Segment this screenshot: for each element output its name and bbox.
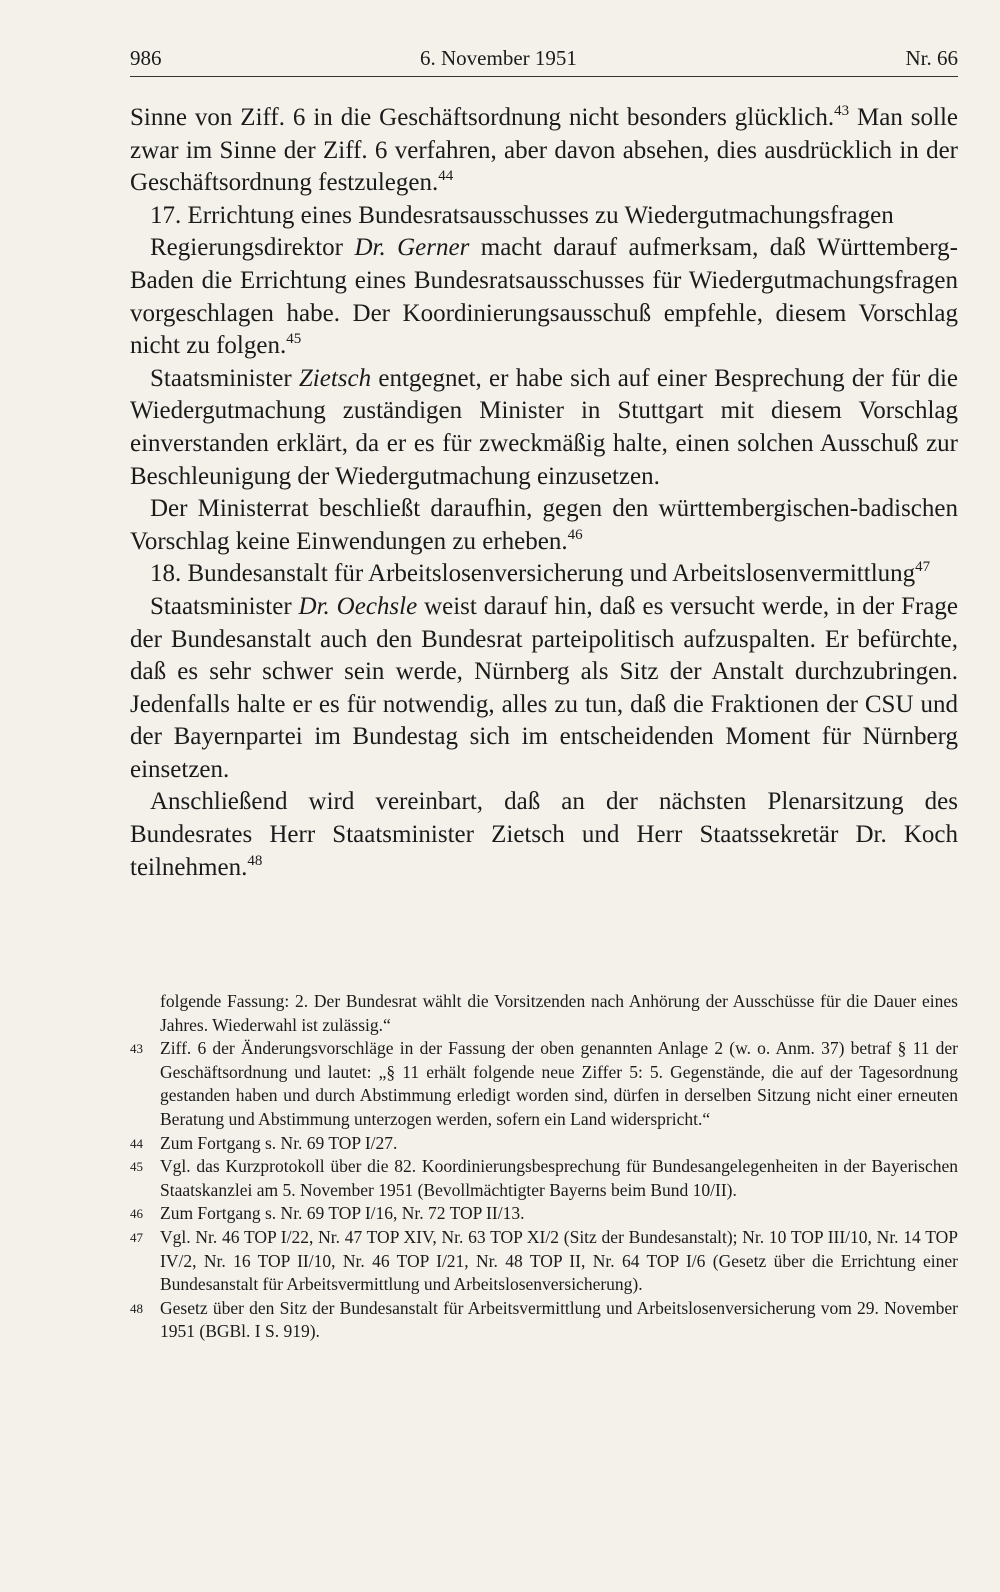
footnote-48 [130,1297,958,1344]
footnote-45 [130,1155,958,1202]
speaker-name: Zietsch [298,364,372,392]
paragraph-agreement: Anschließend wird vereinbart, daß an der nächsten Plenarsitzung des Bundesrates Herr Staatsminister Zietsch und Herr Staatssekretär Dr. Koch teilnehmen.$^{48}$ [130,788,958,881]
footnote-44 [130,1132,958,1156]
footnote-ref: 46 [567,526,583,543]
footnotes [130,990,958,1344]
footnote-number: 46 [130,1206,143,1222]
footnote-46 [130,1202,958,1226]
footnote-number: 45 [130,1159,143,1175]
section-heading-18: 18. Bundesanstalt für Arbeitslosenversicherung und Arbeitslosenvermittlung$^{47}$ [150,559,931,588]
footnote-ref: 47 [915,559,931,576]
header-issue-number: Nr. 66 [905,46,958,70]
speaker-name: Dr. Gerner [354,234,470,262]
paragraph-gerner: Regierungsdirektor Dr. Gerner macht darauf aufmerksam, daß Württemberg-Baden die Errichtung eines Bundesratsausschusses für Wiedergutmachungsfragen vorgeschlagen habe. Der Koordinierungsausschuß empfehle, diesem Vorschlag nicht zu folgen.$^{45}$ [130,234,959,360]
footnote-ref: 45 [286,331,302,348]
paragraph-zietsch: Staatsminister Zietsch entgegnet, er habe sich auf einer Besprechung der für die Wiedergutmachung zuständigen Minister in Stuttgart mit diesem Vorschlag einverstanden erklärt, da er es für zweckmäßig halte, einen solchen Ausschuß zur Beschleunigung der Wiedergutmachung einzusetzen. [130,364,958,490]
footnote-ref: 43 [834,103,850,119]
footnote-number: 43 [130,1041,143,1057]
footnote-text: Ziff. 6 der Änderungsvorschläge in der Fassung der oben genannten Anlage 2 (w. o. Anm. 37) betraf § 11 der Geschäftsordnung und lautet: „§ 11 erhält folgende neue Ziffer 5: 5. Gegenstände, die auf der Tagesordnung gestanden haben und durch Abstimmung erledigt worden sind, dürfen in derselben Sitzung nicht einer erneuten Beratung und Abstimmung unterzogen werden, sofern ein Land widerspricht.“ [160,1038,958,1129]
footnote-number: 48 [130,1300,143,1316]
header-date: 6. November 1951 [420,46,577,70]
section-heading-17: 17. Errichtung eines Bundesratsausschusses zu Wiedergutmachungsfragen [150,201,894,229]
paragraph-oechsle: Staatsminister Dr. Oechsle weist darauf hin, daß es versucht werde, in der Frage der Bundesanstalt auch den Bundesrat parteipolitisch aufzuspalten. Er befürchte, daß es sehr schwer sein werde, Nürnberg als Sitz der Anstalt durchzubringen. Jedenfalls halte er es für notwendig, alles zu tun, daß die Fraktionen der CSU und der Bayernpartei im Bundestag sich im entscheidenden Moment für Nürnberg einsetzen. [130,592,958,783]
footnote-number: 47 [130,1229,143,1245]
footnote-43 [130,1037,958,1131]
footnote-ref: 44 [438,168,454,185]
footnote-text: Vgl. das Kurzprotokoll über die 82. Koordinierungsbesprechung für Bundesangelegenheiten in der Bayerischen Staatskanzlei am 5. November 1951 (Bevollmächtigter Bayerns beim Bund 10/II). [160,1156,958,1200]
paragraph-resolution: Der Ministerrat beschließt daraufhin, gegen den württembergischen-badischen Vorschlag keine Einwendungen zu erheben.$^{46}$ [130,495,958,555]
footnote-text: Zum Fortgang s. Nr. 69 TOP I/16, Nr. 72 TOP II/13. [160,1203,525,1224]
paragraph-continued: Sinne von Ziff. 6 in die Geschäftsordnung nicht besonders glücklich.$^{43}$ Man solle zwar im Sinne der Ziff. 6 verfahren, aber davon absehen, dies ausdrücklich in der Geschäftsordnung festzulegen.$^{44}$ [130,103,958,197]
main-text [130,102,958,884]
footnote-ref: 48 [247,852,263,869]
footnote-continued: folgende Fassung: 2. Der Bundesrat wählt die Vorsitzenden nach Anhörung der Ausschüsse für die Dauer eines Jahres. Wiederwahl ist zulässig.“ [160,991,958,1035]
footnote-text: Gesetz über den Sitz der Bundesanstalt für Arbeitsvermittlung und Arbeitslosenversicherung vom 29. November 1951 (BGBl. I S. 919). [160,1297,958,1342]
footnote-number: 44 [130,1135,143,1151]
speaker-name: Dr. Oechsle [298,592,418,620]
page-number: 986 [130,46,162,70]
footnote-47 [130,1226,958,1297]
footnote-text: Zum Fortgang s. Nr. 69 TOP I/27. [160,1132,398,1153]
running-header [130,40,958,77]
footnote-text: Vgl. Nr. 46 TOP I/22, Nr. 47 TOP XIV, Nr. 63 TOP XI/2 (Sitz der Bundesanstalt); Nr. 10 TOP III/10, Nr. 14 TOP IV/2, Nr. 16 TOP II/10, Nr. 46 TOP I/21, Nr. 48 TOP II, Nr. 64 TOP I/6 (Gesetz über die Errichtung einer Bundesanstalt für Arbeitsvermittlung und Arbeitslosenversicherung). [160,1226,958,1295]
